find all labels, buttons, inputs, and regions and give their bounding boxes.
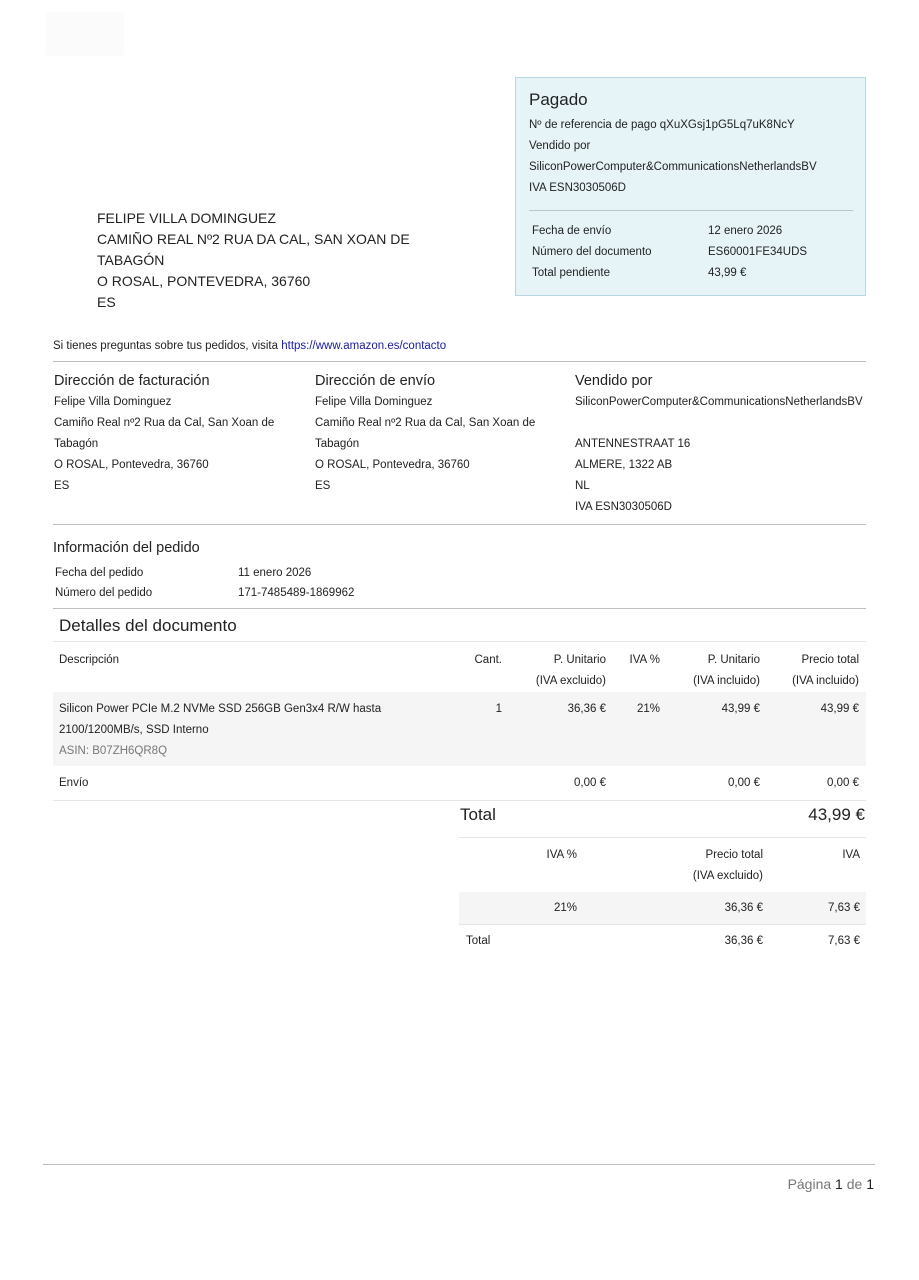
sold-by-label: Vendido por [529,140,591,152]
customer-address-line1: CAMIÑO REAL Nº2 RUA DA CAL, SAN XOAN DE [97,231,410,247]
customer-name: FELIPE VILLA DOMINGUEZ [97,210,276,226]
ship-date-value: 12 enero 2026 [708,225,783,237]
header-vat-percent: IVA % [629,654,660,666]
pending-total-value: 43,99 € [708,267,747,279]
divider [53,524,866,525]
order-number-value: 171-7485489-1869962 [238,587,355,599]
payment-reference: Nº de referencia de pago qXuXGsj1pG5Lq7uK8NcY [529,119,795,131]
contact-line [53,336,446,356]
billing-address-title: Dirección de facturación [54,373,210,389]
payment-box-divider [529,210,853,211]
logo-placeholder [46,12,124,56]
document-details-title: Detalles del documento [59,616,237,635]
item-quantity: 1 [495,703,502,715]
tax-header-total-ex: Precio total (IVA excluido) [692,849,763,882]
shipping-address [315,370,570,497]
total-pages: 1 [866,1176,874,1192]
divider [53,641,866,642]
billing-country: ES [54,480,70,492]
divider [459,924,866,925]
shipping-line1: Camiño Real nº2 Rua da Cal, San Xoan de [315,417,536,429]
contact-text: Si tienes preguntas sobre tus pedidos, visita [53,340,279,352]
seller-city: ALMERE, 1322 AB [575,459,673,471]
billing-name: Felipe Villa Dominguez [54,396,172,408]
order-date-value: 11 enero 2026 [238,567,312,579]
item-vat-percent: 21% [636,703,660,715]
customer-country: ES [97,294,116,310]
current-page: 1 [835,1176,843,1192]
seller-vat: IVA ESN3030506D [529,182,626,194]
page-indicator: Página 1 de 1 [787,1176,874,1192]
billing-line1: Camiño Real nº2 Rua da Cal, San Xoan de [54,417,275,429]
grand-total-label: Total [460,805,496,824]
order-number-row [55,583,355,603]
seller-address-title: Vendido por [575,373,653,389]
seller-address-name: SiliconPowerComputer&CommunicationsNetherlandsBV [575,396,863,408]
divider [53,361,866,362]
item-asin: ASIN: B07ZH6QR8Q [59,745,168,757]
shipping-line2: Tabagón [315,438,360,450]
seller-address-vat: IVA ESN3030506D [575,501,672,513]
billing-line3: O ROSAL, Pontevedra, 36760 [54,459,209,471]
shipping-row-label: Envío [59,777,89,789]
divider [459,837,866,838]
shipping-unit-price-ex: 0,00 € [574,777,606,789]
shipping-address-title: Dirección de envío [315,373,436,389]
seller-street: ANTENNESTRAAT 16 [575,438,691,450]
tax-header-vat-percent: IVA % [546,849,577,861]
seller-country: NL [575,480,590,492]
item-unit-price-inc: 43,99 € [721,703,760,715]
order-date-label: Fecha del pedido [55,567,144,579]
order-number-label: Número del pedido [55,587,153,599]
billing-address [54,370,309,497]
grand-total-value: 43,99 € [808,805,865,824]
tax-header-vat: IVA [842,849,860,861]
tax-row-vat: 7,63 € [828,902,860,914]
customer-address-line2: TABAGÓN [97,252,165,268]
divider [53,608,866,609]
shipping-unit-price-inc: 0,00 € [728,777,760,789]
item-description: Silicon Power PCIe M.2 NVMe SSD 256GB Gen3x4 R/W hasta 2100/1200MB/s, SSD Interno ASIN: B07ZH6QR8Q [59,699,449,762]
customer-address-line3: O ROSAL, PONTEVEDRA, 36760 [97,273,311,289]
customer-address [97,208,427,313]
header-unit-price-inc: P. Unitario (IVA incluido) [693,654,760,687]
shipping-line3: O ROSAL, Pontevedra, 36760 [315,459,470,471]
seller-address [575,370,875,518]
header-description: Descripción [59,654,120,666]
document-number-label: Número del documento [532,246,652,258]
order-date-row [55,563,312,583]
tax-total-ex: 36,36 € [724,935,763,947]
billing-line2: Tabagón [54,438,99,450]
shipping-country: ES [315,480,331,492]
divider [53,800,866,801]
pending-total-label: Total pendiente [532,267,611,279]
shipping-name: Felipe Villa Dominguez [315,396,433,408]
document-number-value: ES60001FE34UDS [708,246,808,258]
item-total-inc: 43,99 € [820,703,859,715]
header-unit-price-ex: P. Unitario (IVA excluido) [535,654,606,687]
header-total-inc: Precio total (IVA incluido) [792,654,859,687]
payment-status-box [515,77,866,296]
ship-date-label: Fecha de envío [532,225,612,237]
order-info-title: Información del pedido [53,540,200,556]
contact-link[interactable]: https://www.amazon.es/contacto [281,340,447,352]
item-unit-price-ex: 36,36 € [567,703,606,715]
header-quantity: Cant. [474,654,502,666]
tax-row-total-ex: 36,36 € [724,902,763,914]
payment-status-title: Pagado [529,90,588,109]
tax-total-vat: 7,63 € [828,935,860,947]
tax-row-vat-percent: 21% [553,902,577,914]
seller-name: SiliconPowerComputer&CommunicationsNetherlandsBV [529,161,817,173]
footer-divider [43,1164,875,1165]
tax-total-label: Total [466,935,491,947]
shipping-total-inc: 0,00 € [827,777,859,789]
payment-details [529,115,854,199]
